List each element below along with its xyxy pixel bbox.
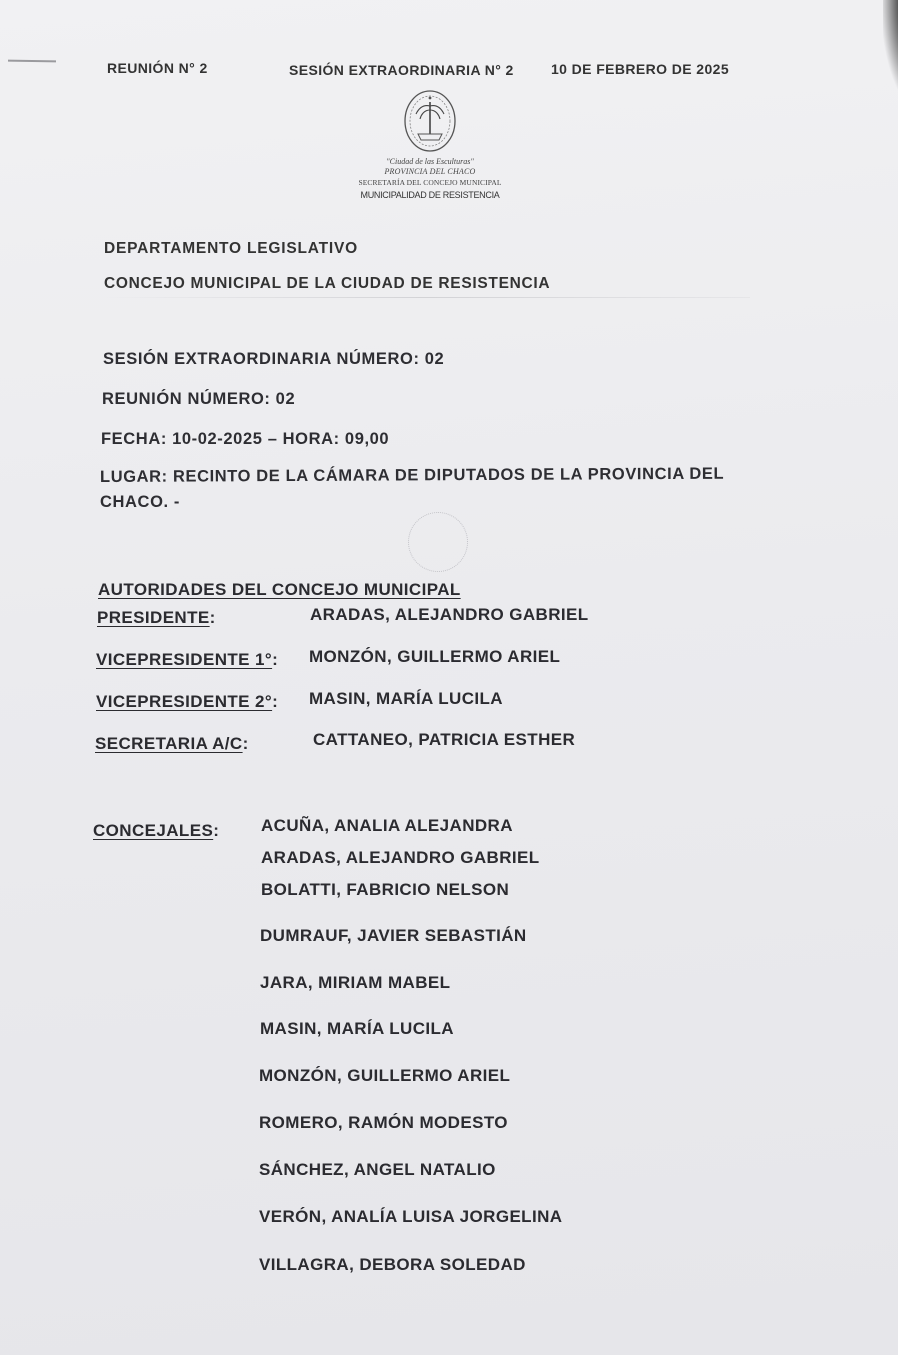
divider [100, 297, 750, 298]
councilors-colon: : [213, 821, 220, 840]
meeting-number: REUNIÓN NÚMERO: 02 [102, 390, 296, 408]
role-label: VICEPRESIDENTE 2° [96, 692, 273, 711]
margin-mark [8, 60, 56, 63]
councilor-name: DUMRAUF, JAVIER SEBASTIÁN [260, 926, 527, 945]
seal-municipality: MUNICIPALIDAD DE RESISTENCIA [360, 190, 500, 200]
header-sesion: SESIÓN EXTRAORDINARIA N° 2 [289, 62, 514, 78]
seal-province: PROVINCIA DEL CHACO [384, 167, 476, 176]
councilors-label [93, 821, 219, 841]
councilor-name: MASIN, MARÍA LUCILA [260, 1019, 454, 1038]
role-colon: : [242, 734, 249, 753]
councilor-name: JARA, MIRIAM MABEL [260, 973, 451, 992]
role-secretaria [95, 734, 249, 754]
role-vicepresidente-2 [96, 692, 278, 712]
councilor-name: VILLAGRA, DEBORA SOLEDAD [259, 1255, 526, 1274]
councilor-name: ROMERO, RAMÓN MODESTO [259, 1113, 508, 1132]
role-label: VICEPRESIDENTE 1° [96, 650, 273, 669]
name-vicepresidente-1: MONZÓN, GUILLERMO ARIEL [309, 647, 561, 666]
authorities-title: AUTORIDADES DEL CONCEJO MUNICIPAL [98, 580, 461, 599]
role-label: SECRETARIA A/C [95, 734, 243, 753]
municipal-seal-icon [402, 88, 458, 154]
role-colon: : [272, 692, 279, 711]
councilors-label-text: CONCEJALES [93, 821, 214, 840]
role-colon: : [272, 650, 279, 669]
councilor-name: MONZÓN, GUILLERMO ARIEL [259, 1066, 511, 1085]
page-corner-shadow [883, 0, 898, 110]
location-line-1: LUGAR: RECINTO DE LA CÁMARA DE DIPUTADOS DE LA PROVINCIA DEL [99, 464, 725, 486]
councilor-name: ACUÑA, ANALIA ALEJANDRA [261, 816, 513, 835]
role-colon: : [209, 608, 216, 627]
seal-motto: "Ciudad de las Esculturas" [386, 157, 474, 166]
name-vicepresidente-2: MASIN, MARÍA LUCILA [309, 689, 503, 708]
header-reunion: REUNIÓN N° 2 [107, 60, 208, 76]
faint-stamp [408, 512, 468, 572]
councilor-name: VERÓN, ANALÍA LUISA JORGELINA [259, 1207, 563, 1226]
location-line-2: CHACO. - [100, 493, 180, 511]
councilor-name: ARADAS, ALEJANDRO GABRIEL [261, 848, 540, 867]
department-title: DEPARTAMENTO LEGISLATIVO [104, 240, 359, 257]
councilor-name: BOLATTI, FABRICIO NELSON [261, 880, 510, 899]
session-number: SESIÓN EXTRAORDINARIA NÚMERO: 02 [103, 350, 445, 368]
role-vicepresidente-1 [96, 650, 278, 670]
council-title: CONCEJO MUNICIPAL DE LA CIUDAD DE RESISTENCIA [104, 275, 551, 292]
councilor-name: SÁNCHEZ, ANGEL NATALIO [259, 1160, 496, 1179]
seal-secretariat: SECRETARÍA DEL CONCEJO MUNICIPAL [358, 178, 502, 187]
role-label: PRESIDENTE [97, 608, 210, 627]
date-time: FECHA: 10-02-2025 – HORA: 09,00 [101, 430, 390, 448]
name-secretaria: CATTANEO, PATRICIA ESTHER [313, 730, 576, 749]
role-presidente [97, 608, 216, 628]
header-fecha: 10 DE FEBRERO DE 2025 [551, 61, 730, 77]
name-presidente: ARADAS, ALEJANDRO GABRIEL [310, 605, 589, 624]
